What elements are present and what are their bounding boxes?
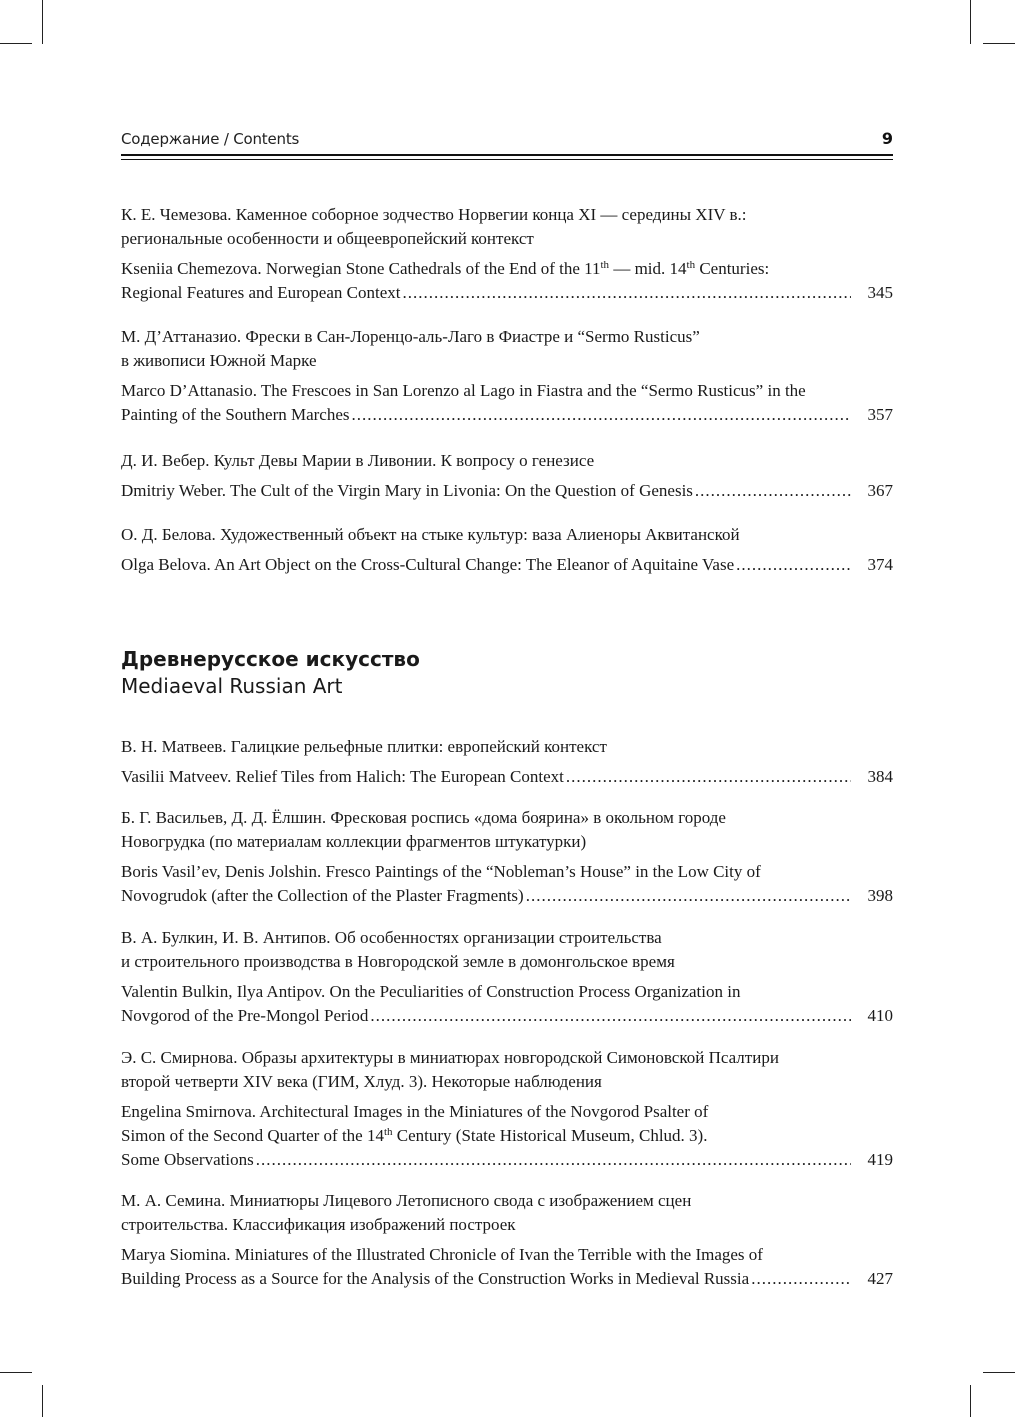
- toc-entry-smirnova[interactable]: [121, 1046, 893, 1172]
- entry-title-ru: [121, 1189, 893, 1237]
- page-number: 398: [867, 886, 893, 905]
- crop-mark: [42, 0, 43, 44]
- section-heading: [121, 646, 420, 700]
- entry-title-en-last: Vasilii Matveev. Relief Tiles from Halich: The European Context: [121, 767, 564, 786]
- leader-dots: [256, 1148, 851, 1172]
- entry-title-en: [121, 1100, 893, 1172]
- entry-title-en-last: Some Observations: [121, 1150, 254, 1169]
- toc-entry-semina[interactable]: [121, 1189, 893, 1291]
- leader-dots: [402, 281, 851, 305]
- entry-text: Marco D’Attanasio. The Frescoes in San Lorenzo al Lago in Fiastra and the “Sermo Rusticus” in the: [121, 381, 806, 400]
- toc-entry-chemezova[interactable]: [121, 203, 893, 305]
- entry-title-en: [121, 860, 893, 908]
- toc-entry-dattanasio[interactable]: [121, 325, 893, 427]
- entry-title-en: [121, 1243, 893, 1291]
- entry-text: Valentin Bulkin, Ilya Antipov. On the Peculiarities of Construction Process Organization in: [121, 982, 741, 1001]
- entry-title-ru: В. Н. Матвеев. Галицкие рельефные плитки: европейский контекст: [121, 737, 607, 756]
- superscript: th: [600, 259, 610, 271]
- section-title-ru: Древнерусское искусство: [121, 647, 420, 671]
- entry-title-en-last: Building Process as a Source for the Analysis of the Construction Works in Medieval Russia: [121, 1269, 750, 1288]
- header-rule-thin: [121, 159, 893, 160]
- entry-text: Э. С. Смирнова. Образы архитектуры в миниатюрах новгородской Симоновской Псалтири: [121, 1048, 779, 1067]
- page-number: 345: [867, 283, 893, 302]
- leader-dots: [352, 403, 851, 427]
- entry-text: Новогрудка (по материалам коллекции фрагментов штукатурки): [121, 832, 587, 851]
- entry-title-ru: К. Е. Чемезова. Каменное соборное зодчество Норвегии конца XI — середины XIV в.: региональные особенности и общеевропейский контекст: [121, 205, 747, 248]
- entry-text: В. А. Булкин, И. В. Антипов. Об особенностях организации строительства: [121, 928, 662, 947]
- entry-text: строительства. Классификация изображений построек: [121, 1215, 516, 1234]
- entry-title-ru: [121, 806, 893, 854]
- crop-mark: [970, 1385, 971, 1417]
- leader-dots: [695, 479, 851, 503]
- header-page-number: 9: [881, 129, 893, 148]
- entry-title-en: [121, 980, 893, 1028]
- page-number: 357: [867, 405, 893, 424]
- entry-title-ru: [121, 926, 893, 974]
- entry-title-en-last: Regional Features and European Context: [121, 283, 401, 302]
- entry-text: Centuries:: [695, 259, 770, 278]
- page-number: 419: [867, 1150, 893, 1169]
- entry-title-ru: [121, 1046, 893, 1094]
- page-number: 374: [867, 555, 893, 574]
- leader-dots: [370, 1004, 851, 1028]
- entry-text: Boris Vasil’ev, Denis Jolshin. Fresco Paintings of the “Nobleman’s House” in the Low City of: [121, 862, 761, 881]
- entry-title-ru: О. Д. Белова. Художественный объект на стыке культур: ваза Алиеноры Аквитанской: [121, 525, 740, 544]
- entry-text: Б. Г. Васильев, Д. Д. Ёлшин. Фресковая роспись «дома боярина» в окольном городе: [121, 808, 726, 827]
- header-title: Содержание / Contents: [121, 130, 300, 148]
- toc-entry-matveev[interactable]: [121, 735, 893, 789]
- entry-text: второй четверти XIV века (ГИМ, Хлуд. 3). Некоторые наблюдения: [121, 1072, 602, 1091]
- crop-mark: [983, 43, 1015, 44]
- entry-text: М. Д’Аттаназио. Фрески в Сан-Лоренцо-аль-Лаго в Фиастре и “Sermo Rusticus”: [121, 327, 700, 346]
- superscript: th: [383, 1126, 393, 1138]
- leader-dots: [751, 1267, 851, 1291]
- crop-mark: [970, 0, 971, 44]
- entry-title-en: [121, 257, 893, 305]
- superscript: th: [686, 259, 696, 271]
- entry-text: М. А. Семина. Миниатюры Лицевого Летописного свода с изображением сцен: [121, 1191, 692, 1210]
- entry-text: Engelina Smirnova. Architectural Images in the Miniatures of the Novgorod Psalter of: [121, 1102, 709, 1121]
- toc-entry-vasilev[interactable]: [121, 806, 893, 908]
- entry-title-en-last: Dmitriy Weber. The Cult of the Virgin Mary in Livonia: On the Question of Genesis: [121, 481, 693, 500]
- toc-entry-bulkin[interactable]: [121, 926, 893, 1028]
- entry-title-en-last: Novgorod of the Pre-Mongol Period: [121, 1006, 369, 1025]
- header-rule: [121, 154, 893, 156]
- crop-mark: [0, 1372, 32, 1373]
- entry-text: — mid. 14: [609, 259, 687, 278]
- entry-title-en-last: Painting of the Southern Marches: [121, 405, 350, 424]
- entry-title-ru: [121, 325, 893, 373]
- entry-text: Kseniia Chemezova. Norwegian Stone Cathedrals of the End of the 11: [121, 259, 601, 278]
- entry-title-ru: Д. И. Вебер. Культ Девы Марии в Ливонии. К вопросу о генезисе: [121, 451, 595, 470]
- page-number: 367: [867, 481, 893, 500]
- page-number: 410: [867, 1006, 893, 1025]
- entry-text: Marya Siomina. Miniatures of the Illustrated Chronicle of Ivan the Terrible with the Images of: [121, 1245, 763, 1264]
- leader-dots: [526, 884, 851, 908]
- leader-dots: [736, 553, 851, 577]
- running-header: [121, 128, 893, 156]
- entry-title-en-last: Novogrudok (after the Collection of the Plaster Fragments): [121, 886, 524, 905]
- page-number: 427: [867, 1269, 893, 1288]
- crop-mark: [42, 1385, 43, 1417]
- entry-title-en: [121, 379, 893, 427]
- toc-entry-belova[interactable]: [121, 523, 893, 577]
- entry-title-en-last: Olga Belova. An Art Object on the Cross-Cultural Change: The Eleanor of Aquitaine Vase: [121, 555, 735, 574]
- entry-text: и строительного производства в Новгородской земле в домонгольское время: [121, 952, 675, 971]
- crop-mark: [0, 43, 32, 44]
- page-number: 384: [867, 767, 893, 786]
- leader-dots: [566, 765, 851, 789]
- section-title-en: Mediaeval Russian Art: [121, 674, 343, 698]
- entry-text: в живописи Южной Марке: [121, 351, 317, 370]
- toc-entry-weber[interactable]: [121, 449, 893, 503]
- entry-text: Century (State Historical Museum, Chlud. 3).: [392, 1126, 708, 1145]
- entry-text: Simon of the Second Quarter of the 14: [121, 1126, 384, 1145]
- crop-mark: [983, 1372, 1015, 1373]
